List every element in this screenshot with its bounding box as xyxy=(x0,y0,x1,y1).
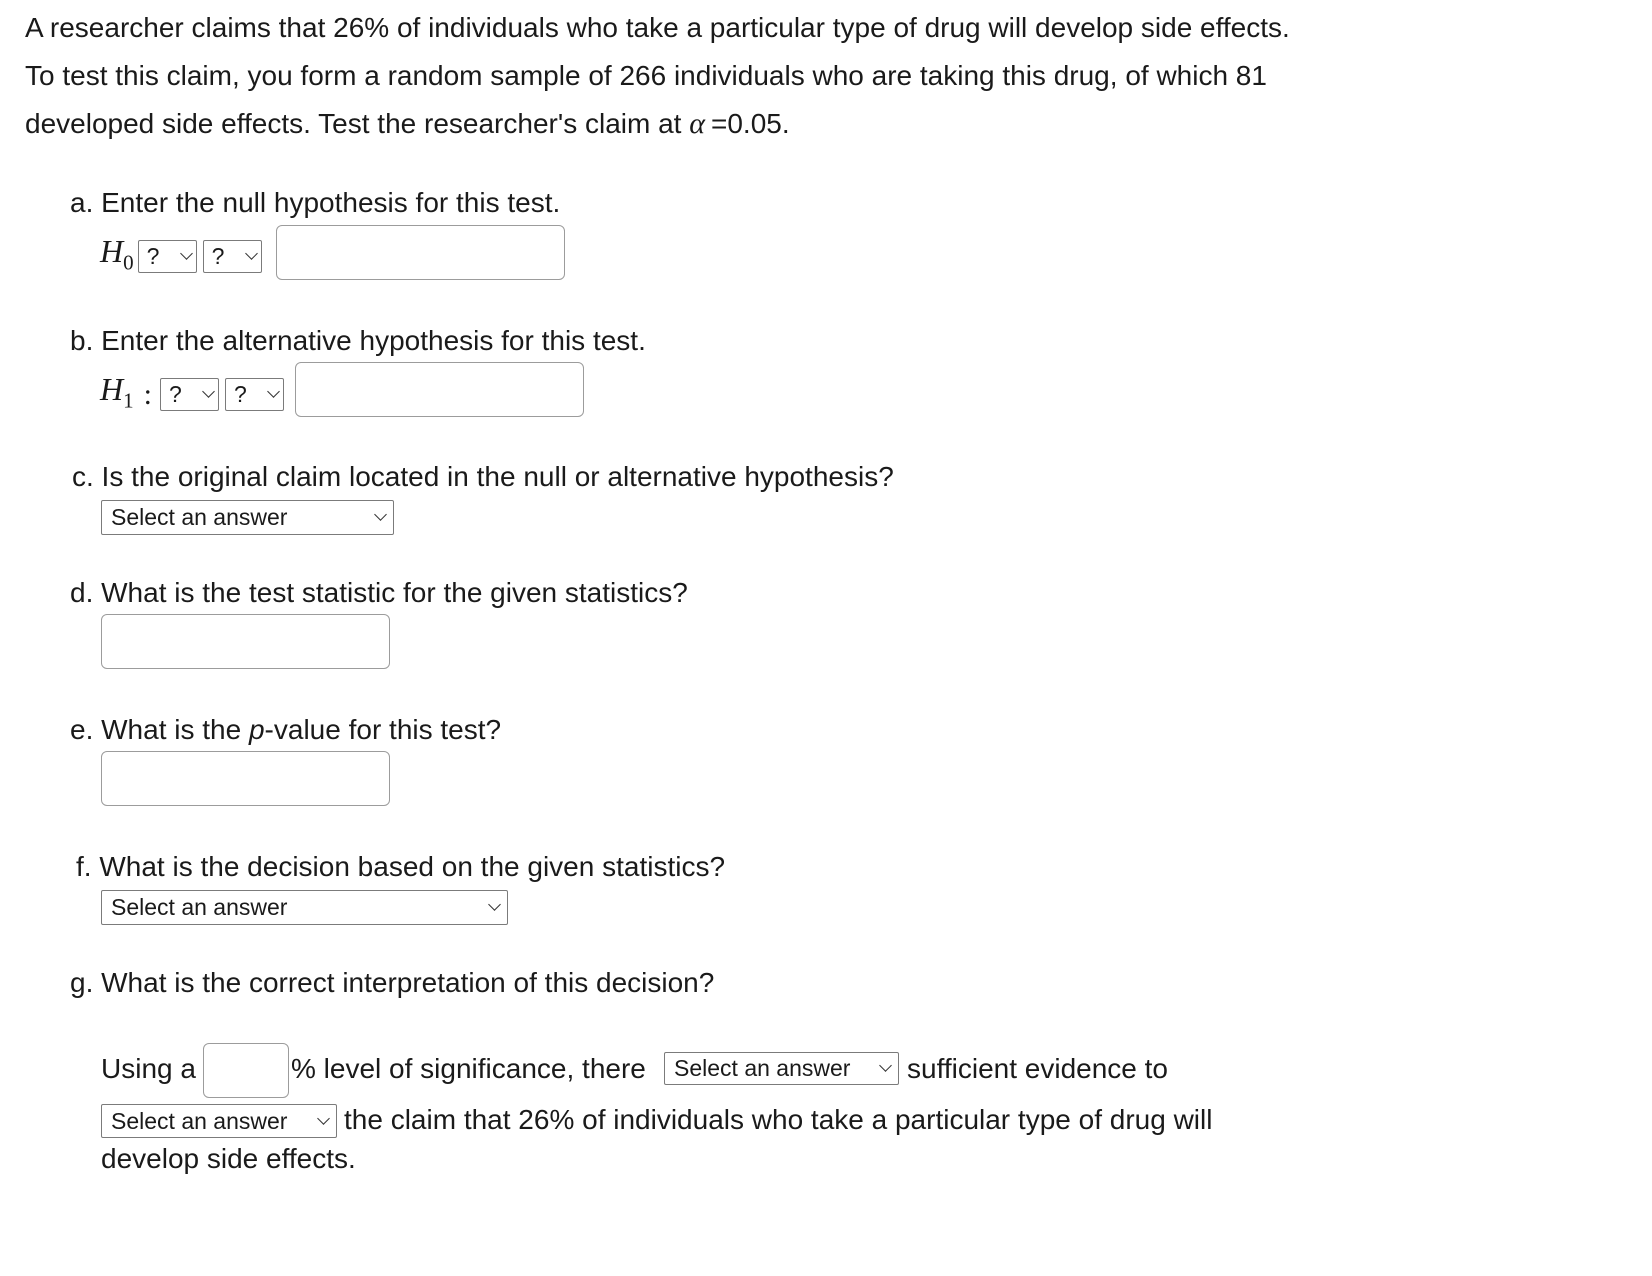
h0-subscript: 0 xyxy=(123,250,134,275)
alpha-value: =0.05. xyxy=(710,108,790,139)
question-e-suffix: -value for this test? xyxy=(264,714,502,745)
chevron-down-icon xyxy=(879,1059,892,1072)
question-a: a. Enter the null hypothesis for this test. xyxy=(70,187,561,218)
evidence-select[interactable] xyxy=(664,1052,899,1085)
interpretation-level-text: % level of significance, there xyxy=(291,1053,646,1084)
interpretation-last-line: develop side effects. xyxy=(101,1143,356,1174)
h0-relation-value: ? xyxy=(211,243,225,270)
problem-line-1: A researcher claims that 26% of individuals who take a particular type of drug will develop side effects. xyxy=(25,12,1290,43)
support-reject-select[interactable] xyxy=(101,1104,337,1138)
chevron-down-icon xyxy=(374,508,387,521)
chevron-down-icon xyxy=(245,247,258,260)
interpretation-claim-text: the claim that 26% of individuals who take a particular type of drug will xyxy=(344,1104,1213,1135)
h1-value-input[interactable] xyxy=(295,362,584,417)
h1-relation-value: ? xyxy=(233,381,247,408)
question-e-prefix: e. What is the xyxy=(70,714,249,745)
test-statistic-input[interactable] xyxy=(101,614,390,669)
h0-letter: H xyxy=(100,233,124,269)
h1-relation-select[interactable] xyxy=(225,378,284,411)
h0-relation-select[interactable] xyxy=(203,240,262,273)
p-value-input[interactable] xyxy=(101,751,390,806)
problem-line-2: To test this claim, you form a random sample of 266 individuals who are taking this drug, of which 81 xyxy=(25,60,1267,91)
question-b: b. Enter the alternative hypothesis for this test. xyxy=(70,325,646,356)
chevron-down-icon xyxy=(317,1112,330,1125)
alt-hypothesis-row xyxy=(100,371,290,418)
h0-symbol xyxy=(100,233,134,280)
h1-subscript: 1 xyxy=(123,388,134,413)
h1-letter: H xyxy=(100,371,124,407)
problem-statement xyxy=(25,4,1585,149)
h0-parameter-select[interactable] xyxy=(138,240,197,273)
h1-symbol xyxy=(100,371,134,418)
question-d: d. What is the test statistic for the given statistics? xyxy=(70,577,688,608)
problem-line-3 xyxy=(25,100,1585,149)
evidence-value: Select an answer xyxy=(674,1055,851,1081)
question-e xyxy=(70,712,501,748)
chevron-down-icon xyxy=(267,385,280,398)
question-c: c. Is the original claim located in the null or alternative hypothesis? xyxy=(72,461,894,492)
support-reject-value: Select an answer xyxy=(111,1107,288,1134)
question-e-p: p xyxy=(248,714,265,745)
chevron-down-icon xyxy=(202,385,215,398)
interpretation-sufficient: sufficient evidence to xyxy=(907,1053,1168,1084)
h1-colon: : xyxy=(143,377,152,411)
h0-value-input[interactable] xyxy=(276,225,565,280)
chevron-down-icon xyxy=(180,247,193,260)
problem-line-3-text: developed side effects. Test the researcher's claim at xyxy=(25,108,690,139)
claim-location-value: Select an answer xyxy=(111,504,288,530)
interpretation-using-a: Using a xyxy=(101,1053,196,1084)
decision-value: Select an answer xyxy=(111,894,288,920)
decision-select[interactable] xyxy=(101,890,508,925)
chevron-down-icon xyxy=(488,898,501,911)
h1-parameter-value: ? xyxy=(168,381,182,408)
significance-level-input[interactable] xyxy=(203,1043,289,1098)
alpha-symbol: α xyxy=(689,107,705,140)
h1-parameter-select[interactable] xyxy=(160,378,219,411)
claim-location-select[interactable] xyxy=(101,500,394,535)
h0-parameter-value: ? xyxy=(146,243,160,270)
null-hypothesis-row xyxy=(100,233,268,280)
question-f: f. What is the decision based on the given statistics? xyxy=(76,851,726,882)
question-g: g. What is the correct interpretation of this decision? xyxy=(70,967,715,998)
